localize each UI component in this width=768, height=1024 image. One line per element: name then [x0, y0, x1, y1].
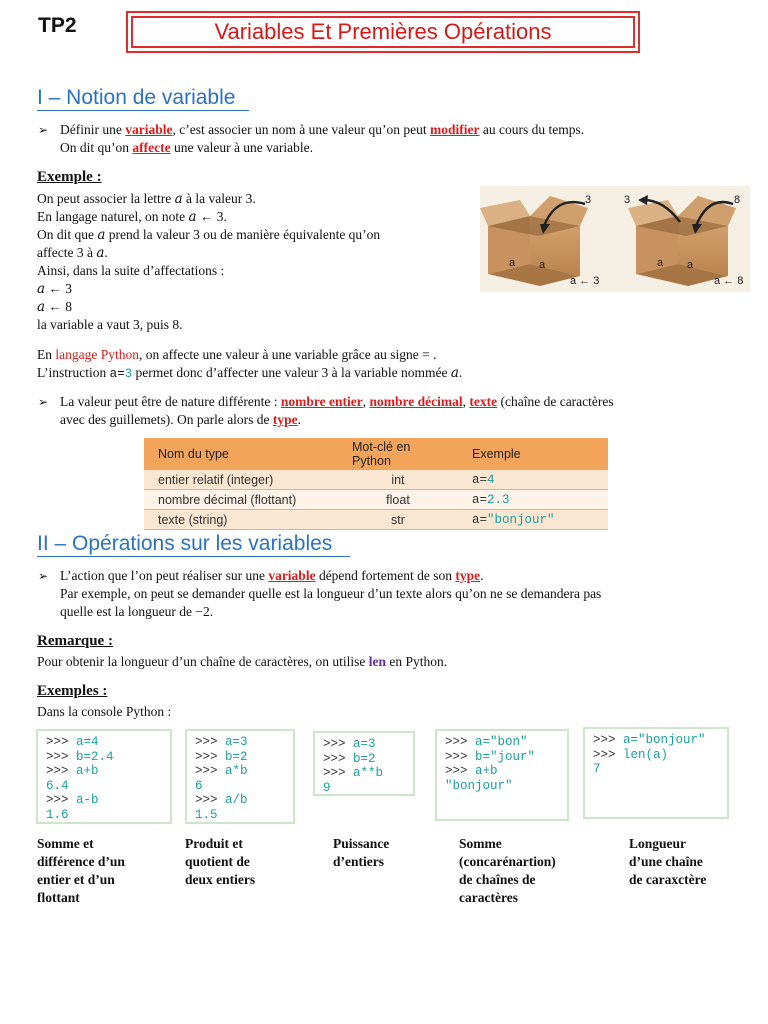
- console-line: >>> len(a): [593, 747, 669, 762]
- section-1-heading: I – Notion de variable: [37, 86, 249, 111]
- console-5-caption: Longueur d’une chaîne de caraxctère: [629, 836, 707, 887]
- keyword-type: type: [272, 412, 298, 427]
- python-console-2: [185, 729, 295, 824]
- tp-label: TP2: [38, 14, 77, 37]
- python-paragraph: En langage Python, on affecte une valeur à une variable grâce au signe = . L’instruction a=3 permet donc d’affecter une valeur 3 à la variable nommée 𝑎.: [37, 347, 463, 381]
- box-illustration-svg: [480, 186, 750, 292]
- console-line: >>> b=2: [323, 751, 376, 766]
- example-cell: a="bonjour": [458, 510, 608, 530]
- bullet-arrow-icon: ➢: [38, 395, 49, 409]
- table-header: Mot-clé en Python: [338, 438, 458, 470]
- example-text: [37, 190, 477, 334]
- keyword-langage-python: langage Python: [55, 347, 139, 362]
- table-header: Nom du type: [144, 438, 338, 470]
- examples-heading: Exemples :: [37, 683, 108, 699]
- types-table: [144, 438, 608, 530]
- example-line: la variable a vaut 3, puis 8.: [37, 317, 183, 332]
- console-line: 1.5: [195, 807, 218, 822]
- keyword-texte: texte: [469, 394, 498, 409]
- box-illustration: [480, 186, 750, 292]
- illustration-value-right-old: 3: [624, 194, 631, 206]
- keyword-affecte: affecte: [132, 140, 171, 155]
- box-left-icon: [480, 196, 588, 286]
- box-right-icon: [628, 195, 736, 286]
- console-line: >>> a="bonjour": [593, 733, 706, 747]
- illustration-caption-left: a ← 3: [570, 275, 600, 287]
- remark-paragraph: Pour obtenir la longueur d’un chaîne de caractères, on utilise len en Python.: [37, 654, 448, 669]
- keyword-type: type: [455, 568, 481, 583]
- box-letter: a: [509, 257, 516, 269]
- action-paragraph: ➢ L’action que l’on peut réaliser sur une variable dépend fortement de son type. Par exemple, on peut se demander quelle est la longueur d’un texte alors qu’on ne se demandera pas quelle est la longueur de −2.: [38, 568, 602, 619]
- example-line: On peut associer la lettre 𝑎 à la valeur 3.: [37, 191, 256, 206]
- console-2-caption: Produit et quotient de deux entiers: [185, 836, 256, 887]
- illustration-value-right-new: 8: [734, 194, 741, 206]
- example-heading: Exemple :: [37, 169, 102, 185]
- table-row: [144, 510, 608, 530]
- keyword-variable: variable: [268, 568, 316, 583]
- console-line: 6.4: [46, 778, 69, 793]
- title-frame: [126, 11, 640, 53]
- console-line: >>> a=3: [195, 735, 248, 749]
- console-line: 1.6: [46, 807, 69, 822]
- example-cell: a=4: [458, 470, 608, 490]
- example-cell: a=2.3: [458, 490, 608, 510]
- console-line: >>> a**b: [323, 766, 384, 781]
- keyword-nombre-decimal: nombre décimal: [369, 394, 463, 409]
- table-row: [144, 490, 608, 510]
- console-line: 9: [323, 780, 331, 795]
- box-letter: a: [539, 259, 546, 271]
- example-line: Ainsi, dans la suite d’affectations :: [37, 263, 225, 278]
- bullet-arrow-icon: ➢: [38, 123, 49, 137]
- example-line: 𝑎 ← 8: [37, 299, 73, 314]
- example-line: 𝑎 ← 3: [37, 281, 73, 296]
- table-row: [144, 470, 608, 490]
- code-a-equals: a=: [109, 367, 125, 381]
- illustration-value-left: 3: [585, 194, 592, 206]
- example-line: affecte 3 à 𝑎.: [37, 245, 108, 260]
- console-line: >>> a+b: [46, 764, 99, 779]
- console-line: >>> a=3: [323, 737, 376, 751]
- keyword-variable: variable: [125, 122, 173, 137]
- types-table-wrapper: [144, 438, 608, 530]
- keyword-modifier: modifier: [430, 122, 480, 137]
- code-value-3: 3: [124, 367, 133, 381]
- python-console-3: [313, 731, 415, 796]
- example-line: En langage naturel, on note 𝑎 ← 3.: [37, 209, 227, 224]
- console-line: >>> a=4: [46, 735, 99, 749]
- console-line: "bonjour": [445, 778, 513, 793]
- illustration-caption-right: a ← 8: [714, 275, 744, 287]
- remark-heading: Remarque :: [37, 633, 113, 649]
- section-2-heading: II – Opérations sur les variables: [37, 532, 350, 557]
- keyword-nombre-entier: nombre entier: [280, 394, 363, 409]
- console-line: >>> a*b: [195, 764, 248, 779]
- definition-paragraph: ➢ Définir une variable, c’est associer un nom à une valeur qu’on peut modifier au cours du temps. On dit qu’on affecte une valeur à une variable.: [38, 122, 585, 155]
- box-letter: a: [687, 259, 694, 271]
- keyword-cell: int: [338, 470, 458, 490]
- console-line: 7: [593, 762, 601, 777]
- example-line: On dit que 𝑎 prend la valeur 3 ou de manière équivalente qu’on: [37, 227, 381, 242]
- console-line: >>> b=2: [195, 749, 248, 764]
- page-title: Variables Et Premières Opérations: [131, 16, 635, 48]
- console-line: >>> a="bon": [445, 735, 528, 749]
- python-console-1: [36, 729, 172, 824]
- console-line: >>> a/b: [195, 793, 248, 808]
- console-3-caption: Puissance d’entiers: [333, 836, 390, 869]
- console-1-caption: Somme et différence d’un entier et d’un flottant: [37, 836, 125, 905]
- table-header-row: [144, 438, 608, 470]
- keyword-len: len: [368, 654, 387, 669]
- type-name-cell: texte (string): [144, 510, 338, 530]
- nature-paragraph: ➢ La valeur peut être de nature différente : nombre entier, nombre décimal, texte (chaîne de caractères avec des guillemets). On parle alors de type.: [38, 394, 614, 427]
- console-line: >>> b="jour": [445, 749, 536, 764]
- console-line: >>> b=2.4: [46, 749, 114, 764]
- python-console-4: [435, 729, 569, 821]
- console-line: >>> a-b: [46, 793, 99, 808]
- keyword-cell: float: [338, 490, 458, 510]
- examples-intro: Dans la console Python :: [37, 704, 172, 719]
- type-name-cell: entier relatif (integer): [144, 470, 338, 490]
- table-header: Exemple: [458, 438, 608, 470]
- console-line: 6: [195, 778, 203, 793]
- keyword-cell: str: [338, 510, 458, 530]
- python-console-5: [583, 727, 729, 819]
- type-name-cell: nombre décimal (flottant): [144, 490, 338, 510]
- box-letter: a: [657, 257, 664, 269]
- console-line: >>> a+b: [445, 764, 498, 779]
- console-4-caption: Somme (concarénartion) de chaînes de caractères: [459, 836, 556, 905]
- bullet-arrow-icon: ➢: [38, 569, 49, 583]
